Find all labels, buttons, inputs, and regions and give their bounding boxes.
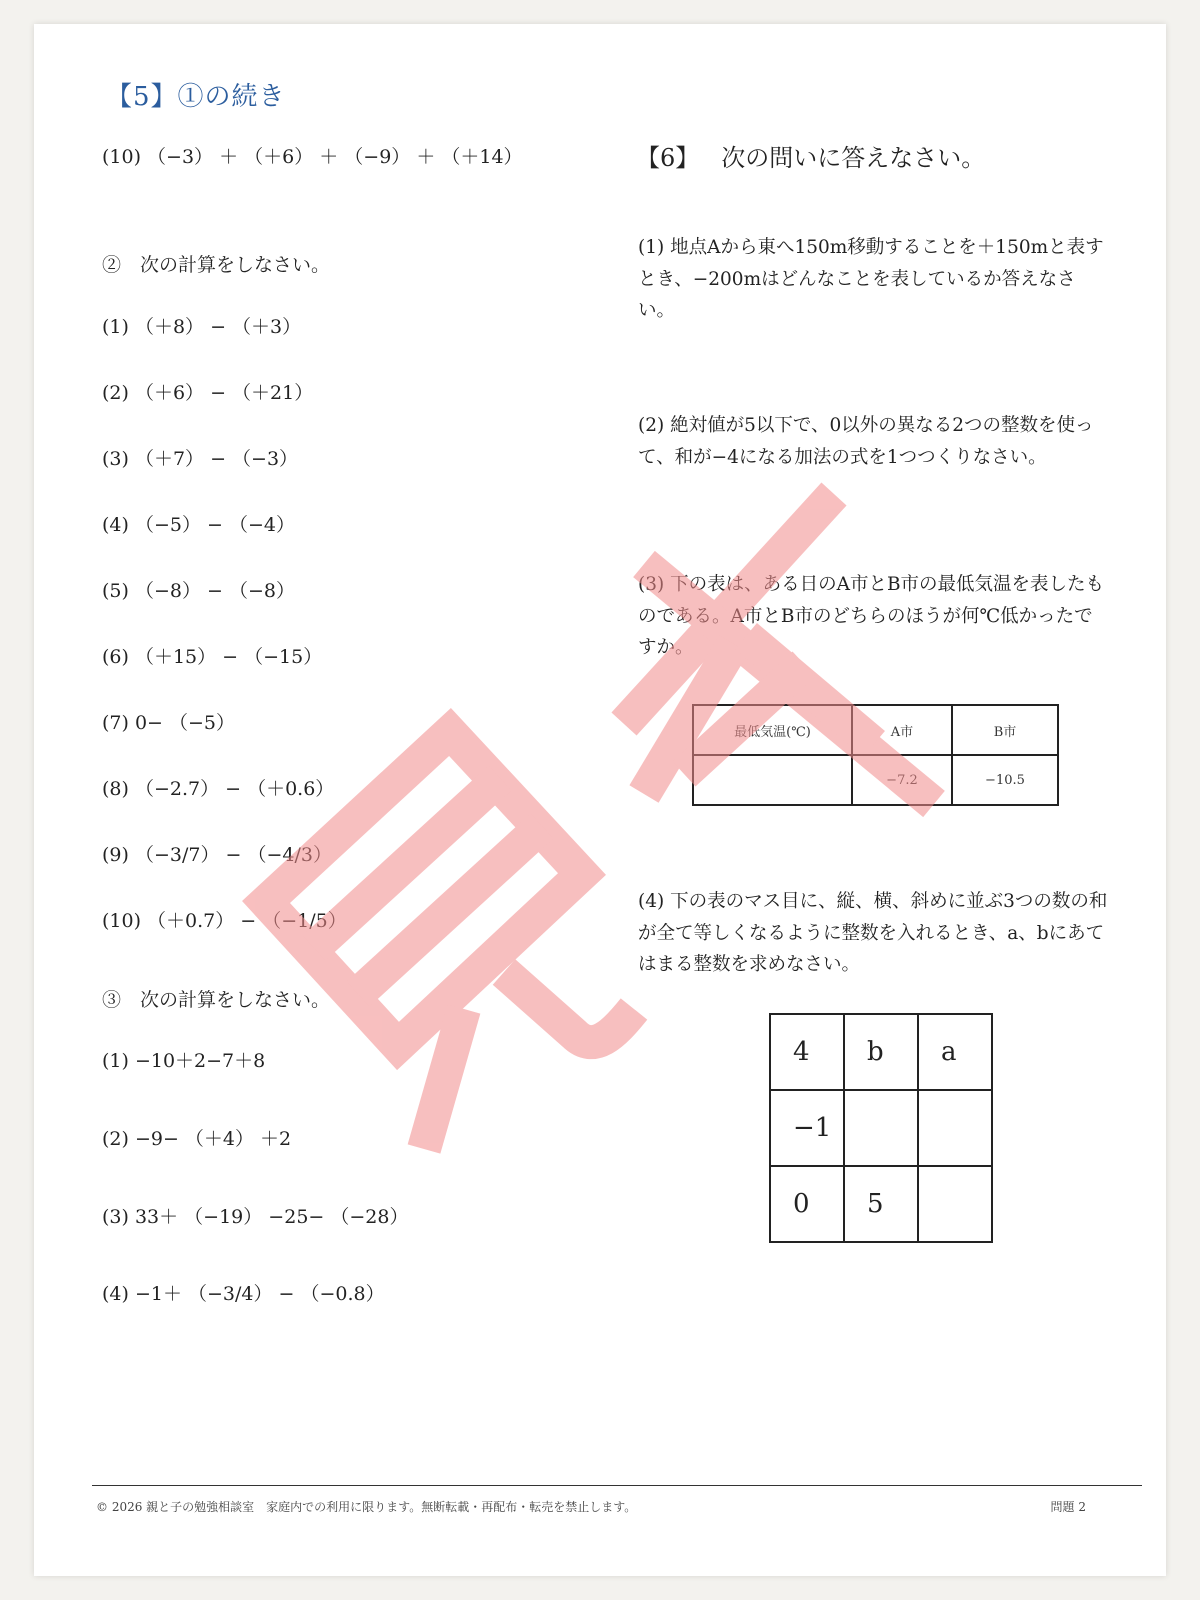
part2-title: ② 次の計算をしなさい。	[102, 254, 331, 276]
grid-cell: b	[844, 1014, 918, 1090]
grid-cell	[844, 1090, 918, 1166]
part2-item-9: (9) （−3/7） − （−4/3）	[102, 844, 332, 866]
section6-q4: (4) 下の表のマス目に、縦、横、斜めに並ぶ3つの数の和が全て等しくなるように整数を入れるとき、a、bにあてはまる整数を求めなさい。	[638, 891, 1108, 975]
part2-item-5: (5) （−8） − （−8）	[102, 580, 295, 602]
section6-q1: (1) 地点Aから東へ150m移動することを＋150mと表すとき、−200mはどんなことを表しているか答えなさい。	[638, 237, 1104, 321]
section6-title-text: 次の問いに答えなさい。	[721, 144, 986, 172]
part2-item-8: (8) （−2.7） − （＋0.6）	[102, 778, 335, 800]
section5-q10: (10) （−3） ＋ （＋6） ＋ （−9） ＋ （＋14）	[102, 146, 523, 168]
part3-item-4: (4) −1＋ （−3/4） − （−0.8）	[102, 1283, 385, 1305]
temp-cell-label	[693, 755, 852, 805]
part3-item-2: (2) −9− （＋4） ＋2	[102, 1128, 292, 1150]
footer-page-number: 問題 2	[1050, 1500, 1086, 1514]
footer-copyright: © 2026 親と子の勉強相談室 家庭内での利用に限ります。無断転載・再配布・転売を禁止します。	[96, 1500, 637, 1514]
section6-q2: (2) 絶対値が5以下で、0以外の異なる2つの整数を使って、和が−4になる加法の式を1つつくりなさい。	[638, 415, 1094, 468]
grid-cell: −1	[770, 1090, 844, 1166]
part2-item-7: (7) 0− （−5）	[102, 712, 236, 734]
part3-title: ③ 次の計算をしなさい。	[102, 989, 331, 1011]
temp-header-a: A市	[852, 705, 952, 755]
part2-item-4: (4) （−5） − （−4）	[102, 514, 295, 536]
grid-cell: 0	[770, 1166, 844, 1242]
section5-heading: 【5】①の続き	[106, 82, 286, 112]
part2-item-3: (3) （＋7） − （−3）	[102, 448, 299, 470]
grid-cell	[918, 1090, 992, 1166]
part3-item-3: (3) 33＋ （−19） −25− （−28）	[102, 1206, 409, 1228]
temp-header-b: B市	[952, 705, 1058, 755]
part2-item-2: (2) （＋6） − （＋21）	[102, 382, 314, 404]
worksheet-page	[34, 24, 1166, 1576]
footer-divider	[92, 1485, 1142, 1486]
part2-item-1: (1) （＋8） − （＋3）	[102, 316, 302, 338]
grid-cell: a	[918, 1014, 992, 1090]
grid-cell: 5	[844, 1166, 918, 1242]
grid-cell: 4	[770, 1014, 844, 1090]
magic-square-grid	[769, 1013, 993, 1243]
temp-cell-b: −10.5	[952, 755, 1058, 805]
temp-header-label: 最低気温(℃)	[693, 705, 852, 755]
part2-item-10: (10) （＋0.7） − （−1/5）	[102, 910, 347, 932]
part2-item-6: (6) （＋15） − （−15）	[102, 646, 323, 668]
part3-item-1: (1) −10＋2−7＋8	[102, 1050, 266, 1072]
grid-cell	[918, 1166, 992, 1242]
section6-title	[636, 138, 985, 173]
temp-cell-a: −7.2	[852, 755, 952, 805]
section6-bracket: 【6】	[636, 144, 700, 172]
section6-q3: (3) 下の表は、ある日のA市とB市の最低気温を表したものである。A市とB市のどちらのほうが何℃低かったですか。	[638, 574, 1105, 658]
temperature-table	[692, 704, 1059, 806]
